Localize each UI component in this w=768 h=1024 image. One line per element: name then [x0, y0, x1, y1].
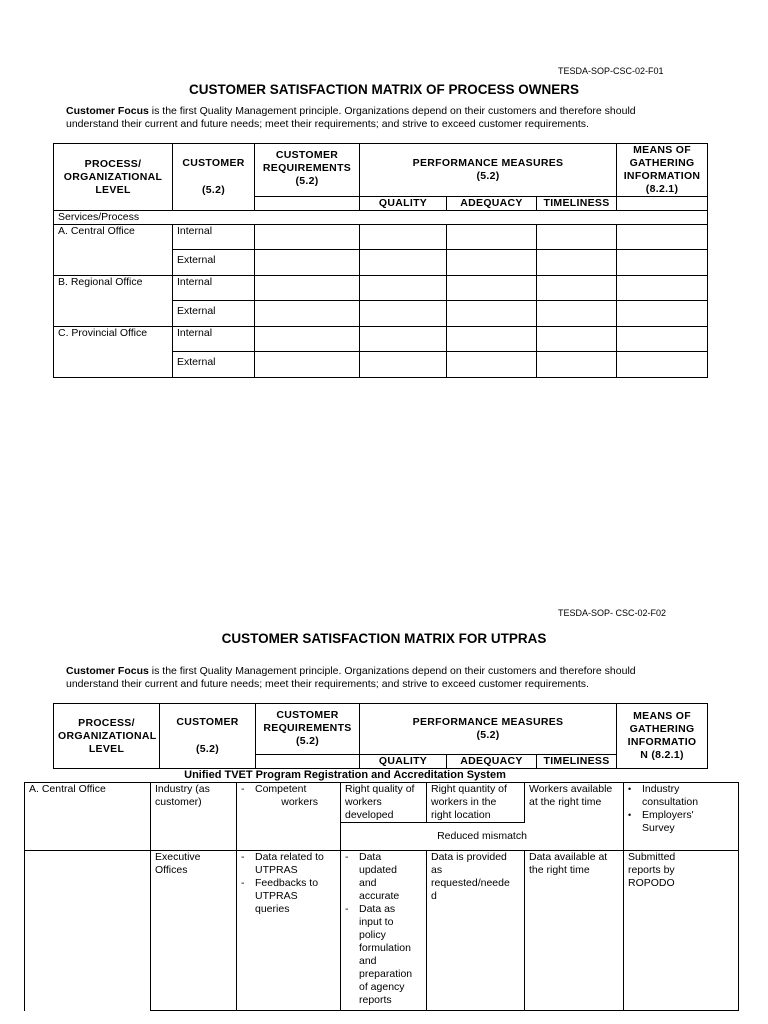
header-customer-label: CUSTOMER [182, 157, 245, 169]
dash-marker: - [345, 851, 349, 863]
header-adequacy: ADEQUACY [447, 197, 537, 211]
header-performance: PERFORMANCE MEASURES (5.2) [360, 704, 617, 755]
quality-text: Data updated and accurate [359, 851, 400, 902]
timeliness-cell: Data available at the right time [525, 851, 624, 1011]
customer-industry: Industry (as customer) [151, 783, 237, 851]
intro-paragraph [66, 105, 706, 131]
customer-executive: Executive Offices [151, 851, 237, 1011]
header-performance: PERFORMANCE MEASURES (5.2) [360, 144, 617, 197]
customer-internal: Internal [173, 327, 255, 352]
dash-marker: - [345, 903, 349, 915]
quality-cell [341, 851, 427, 1011]
header-process: PROCESS/ ORGANIZATIONAL LEVEL [54, 144, 173, 211]
customer-external: External [173, 352, 255, 378]
utpras-matrix-body [24, 782, 739, 1011]
intro-text: understand their current and future needs; meet their requirements; and strive to exceed customer requirements. [66, 678, 589, 690]
header-timeliness: TIMELINESS [537, 197, 617, 211]
timeliness-cell: Workers available at the right time [525, 783, 624, 823]
means-cell [624, 783, 739, 851]
header-timeliness: TIMELINESS [537, 755, 617, 769]
customer-external: External [173, 250, 255, 276]
header-means: MEANS OF GATHERING INFORMATION (8.2.1) [617, 144, 708, 197]
customer-external: External [173, 301, 255, 327]
header-requirements: CUSTOMER REQUIREMENTS (5.2) [256, 704, 360, 755]
level-provincial: C. Provincial Office [54, 327, 173, 378]
dash-marker: - [241, 851, 245, 863]
header-customer [160, 704, 256, 769]
dash-marker: - [241, 877, 245, 889]
customer-internal: Internal [173, 225, 255, 250]
customer-internal: Internal [173, 276, 255, 301]
form-code: TESDA-SOP- CSC-02-F02 [558, 608, 667, 618]
quality-cell: Right quality of workers developed [341, 783, 427, 823]
process-owner-matrix [53, 143, 708, 378]
header-process: PROCESS/ ORGANIZATIONAL LEVEL [54, 704, 160, 769]
section-label: Services/Process [54, 211, 708, 225]
bullet-marker: • [628, 810, 632, 820]
system-caption: Unified TVET Program Registration and Accreditation System [184, 769, 506, 781]
quality-text: Data as input to policy formulation and preparation of agency reports [359, 903, 413, 1006]
intro-paragraph [66, 665, 706, 691]
header-means: MEANS OF GATHERING INFORMATIO N (8.2.1) [617, 704, 708, 769]
reduced-mismatch-cell: Reduced mismatch [341, 823, 624, 851]
requirement-cell [237, 851, 341, 1011]
bullet-marker: • [628, 784, 632, 794]
header-customer-ref: (5.2) [201, 184, 226, 196]
header-quality: QUALITY [360, 197, 447, 211]
form-code: TESDA-SOP-CSC-02-F01 [558, 66, 664, 76]
header-requirements: CUSTOMER REQUIREMENTS (5.2) [255, 144, 360, 197]
header-customer-ref: (5.2) [195, 743, 220, 755]
dash-marker: - [241, 783, 245, 795]
level-central: A. Central Office [25, 783, 151, 851]
intro-text: is the first Quality Management principle. Organizations depend on their customers and therefore should [148, 665, 636, 677]
adequacy-cell: Data is provided as requested/neede d [427, 851, 525, 1011]
intro-emphasis: Customer Focus [66, 665, 149, 677]
means-item: Employers' Survey [642, 809, 694, 834]
document-title: CUSTOMER SATISFACTION MATRIX FOR UTPRAS [221, 631, 547, 646]
intro-emphasis: Customer Focus [66, 105, 149, 117]
requirement-text: Competent workers [255, 783, 319, 808]
utpras-matrix-header [53, 703, 708, 769]
means-cell: Submitted reports by ROPODO [624, 851, 739, 1011]
intro-text: is the first Quality Management principle. Organizations depend on their customers and therefore should [148, 105, 636, 117]
requirement-cell [237, 783, 341, 851]
header-customer [173, 144, 255, 211]
level-regional: B. Regional Office [54, 276, 173, 327]
header-customer-label: CUSTOMER [176, 716, 239, 728]
requirement-text: Feedbacks to UTPRAS queries [255, 877, 319, 915]
intro-text: understand their current and future needs; meet their requirements; and strive to exceed customer requirements. [66, 118, 589, 130]
requirement-text: Data related to UTPRAS [255, 851, 324, 876]
document-title: CUSTOMER SATISFACTION MATRIX OF PROCESS OWNERS [188, 82, 580, 97]
adequacy-cell: Right quantity of workers in the right location [427, 783, 525, 823]
header-adequacy: ADEQUACY [447, 755, 537, 769]
means-item: Industry consultation [642, 783, 699, 808]
header-quality: QUALITY [360, 755, 447, 769]
level-central: A. Central Office [54, 225, 173, 276]
